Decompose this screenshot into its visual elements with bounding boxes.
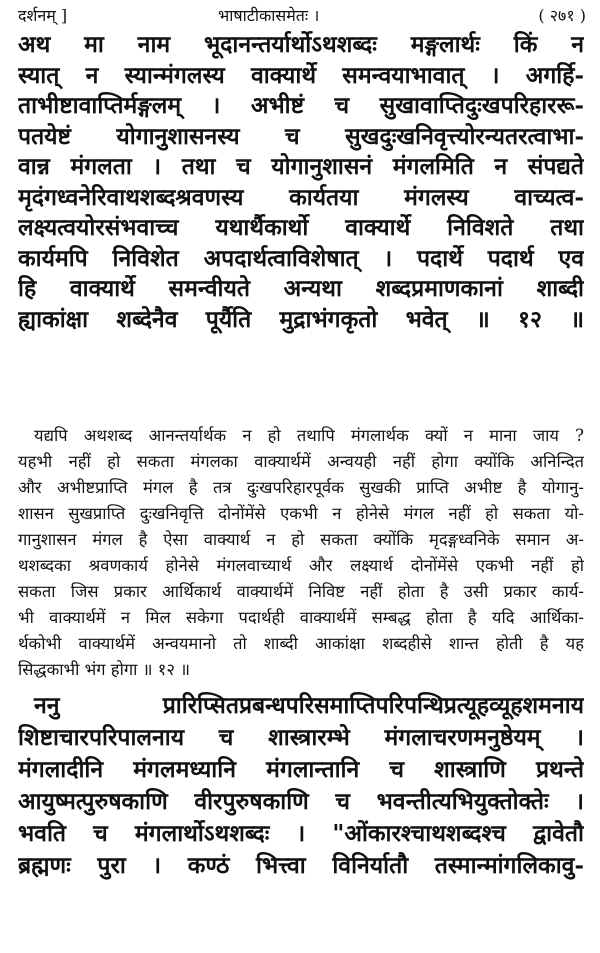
header-section-title: दर्शनम् ] bbox=[18, 6, 68, 25]
hindi-translation bbox=[18, 423, 584, 683]
text-line: र्थकोभी वाक्यार्थमें अन्वयमानो तो शाब्दी आकांक्षा शब्दहीसे शान्त होती है यह bbox=[18, 634, 584, 653]
text-line: पतयेष्टं योगानुशासनस्य च सुखदुःखनिवृत्त्योरन्यतरत्वाभा- bbox=[18, 122, 584, 150]
text-line: शिष्टाचारपरिपालनाय च शास्त्रारम्भे मंगलाचरणमनुष्ठेयम् । bbox=[18, 724, 584, 751]
running-header bbox=[18, 4, 586, 30]
text-line: थशब्दका श्रवणकार्य होनेसे मंगलवाच्यार्थ और लक्ष्यार्थ दोनोंमेंसे एकभी नहीं हो bbox=[18, 556, 584, 575]
header-book-title: भाषाटीकासमेतः । bbox=[218, 6, 320, 25]
text-line: लक्ष्यत्वयोरसंभवाच्च यथार्थैकार्थो वाक्यार्थे निविशते तथा bbox=[18, 214, 584, 241]
text-line: भी वाक्यार्थमें न मिल सकेगा पदार्थही वाक्यार्थमें सम्बद्ध होता है यदि आर्थिका- bbox=[18, 608, 584, 627]
text-line: सिद्धकाभी भंग होगा ॥ १२ ॥ bbox=[18, 660, 191, 679]
text-line: ब्रह्मणः पुरा । कण्ठं भित्त्वा विनिर्यातौ तस्मान्मांगलिकावु- bbox=[18, 852, 584, 879]
text-line: शासन सुखप्राप्ति दुःखनिवृत्ति दोनोंमेंसे एकभी न होनेसे मंगल नहीं हो सकता यो- bbox=[18, 504, 584, 523]
text-line: और अभीष्टप्राप्ति मंगल है तत्र दुःखपरिहारपूर्वक सुखकी प्राप्ति अभीष्ट है योगानु- bbox=[18, 478, 584, 497]
text-line: कार्यमपि निविशेत अपदार्थत्वाविशेषात् । पदार्थे पदार्थ एव bbox=[18, 244, 584, 272]
text-line: मृदंगध्वनेरिवाथशब्दश्रवणस्य कार्यतया मंगलस्य वाच्यत्व- bbox=[18, 183, 584, 211]
text-line: हि वाक्यार्थे समन्वीयते अन्यथा शब्दप्रमाणकानां शाब्दी bbox=[18, 275, 584, 302]
text-line: ह्याकांक्षा शब्देनैव पूर्यैति मुद्राभंगकृतो भवेत् ॥ १२ ॥ bbox=[18, 305, 584, 333]
text-line: यद्यपि अथशब्द आनन्तर्यार्थक न हो तथापि मंगलार्थक क्यों न माना जाय ? bbox=[34, 426, 584, 445]
text-line: ननु प्रारिप्सितप्रबन्धपरिसमाप्तिपरिपन्थिप्रत्यूहव्यूहशमनाय bbox=[34, 692, 584, 719]
text-line: स्यात् न स्यान्मंगलस्य वाक्यार्थे समन्वयाभावात् । अगर्हि- bbox=[18, 61, 584, 89]
text-line: अथ मा नाम भूदानन्तर्यार्थोऽथशब्दः मङ्गलार्थः किं न bbox=[18, 31, 584, 58]
text-line: गानुशासन मंगल है ऐसा वाक्यार्थ न हो सकता क्योंकि मृदङ्गध्वनिके समान अ- bbox=[18, 530, 584, 549]
text-line: आयुष्मत्पुरुषकाणि वीरपुरुषकाणि च भवन्तीत्यभियुक्तोक्तेः । bbox=[18, 788, 584, 815]
sanskrit-commentary bbox=[18, 30, 584, 335]
text-line: यहभी नहीं हो सकता मंगलका वाक्यार्थमें अन्वयही नहीं होगा क्योंकि अनिन्दित bbox=[18, 452, 584, 471]
sanskrit-continuation bbox=[18, 690, 584, 882]
text-line: सकता जिस प्रकार आर्थिकार्थ वाक्यार्थमें निविष्ट नहीं होता है उसी प्रकार कार्य- bbox=[18, 582, 584, 601]
text-line: ताभीष्टावाप्तिर्मङ्गलम् । अभीष्टं च सुखावाप्तिदुःखपरिहाररू- bbox=[18, 92, 584, 119]
page-number: ( २७१ ) bbox=[538, 6, 586, 25]
text-line: भवति च मंगलार्थोऽथशब्दः । "ओंकारश्चाथशब्दश्च द्वावेतौ bbox=[18, 820, 584, 847]
text-line: मंगलादीनि मंगलमध्यानि मंगलान्तानि च शास्त्राणि प्रथन्ते bbox=[18, 756, 584, 783]
text-line: वान्न मंगलता । तथा च योगानुशासनं मंगलमिति न संपद्यते bbox=[18, 153, 584, 180]
